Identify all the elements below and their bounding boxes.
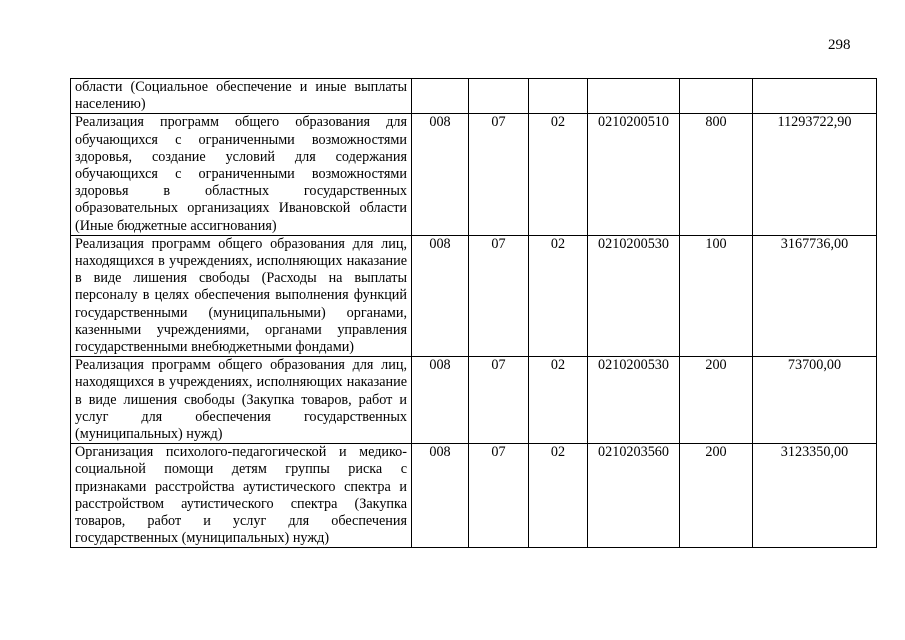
page-number: 298 [828, 37, 851, 53]
row-subsection-code: 02 [529, 114, 588, 235]
table-row [71, 357, 877, 444]
row-subsection-code: 02 [529, 235, 588, 356]
budget-table [70, 78, 877, 548]
row-target-article: 0210200530 [588, 235, 680, 356]
row-subsection-code: 02 [529, 357, 588, 444]
row-expense-type: 100 [680, 235, 753, 356]
row-subsection-code [529, 79, 588, 114]
row-subsection-code: 02 [529, 444, 588, 548]
row-ministry-code: 008 [412, 444, 469, 548]
row-amount: 3167736,00 [753, 235, 877, 356]
row-target-article: 0210203560 [588, 444, 680, 548]
table-row [71, 235, 877, 356]
row-amount: 73700,00 [753, 357, 877, 444]
row-expense-type [680, 79, 753, 114]
row-expense-type: 800 [680, 114, 753, 235]
row-description: Реализация программ общего образования для лиц, находящихся в учреждениях, исполняющих наказание в виде лишения свободы (Закупка товаров, работ и услуг для обеспечения государственных (муниципальных) нужд) [71, 357, 412, 444]
row-section-code: 07 [469, 444, 529, 548]
row-amount: 3123350,00 [753, 444, 877, 548]
table-row [71, 444, 877, 548]
row-description: области (Социальное обеспечение и иные выплаты населению) [71, 79, 412, 114]
row-expense-type: 200 [680, 444, 753, 548]
row-section-code: 07 [469, 357, 529, 444]
row-description: Организация психолого-педагогической и медико-социальной помощи детям группы риска с признаками расстройства аутистического спектра и расстройством аутистического спектра (Закупка товаров, работ и услуг для обеспечения государственных (муниципальных) нужд) [71, 444, 412, 548]
row-description: Реализация программ общего образования для лиц, находящихся в учреждениях, исполняющих наказание в виде лишения свободы (Расходы на выплаты персоналу в целях обеспечения выполнения функций государственными (муниципальными) органами, казенными учреждениями, органами управления государственными внебюджетными фондами) [71, 235, 412, 356]
table-row [71, 79, 877, 114]
table-row [71, 114, 877, 235]
row-section-code: 07 [469, 114, 529, 235]
row-amount: 11293722,90 [753, 114, 877, 235]
row-section-code [469, 79, 529, 114]
row-section-code: 07 [469, 235, 529, 356]
row-target-article: 0210200510 [588, 114, 680, 235]
row-ministry-code [412, 79, 469, 114]
row-ministry-code: 008 [412, 235, 469, 356]
row-amount [753, 79, 877, 114]
row-ministry-code: 008 [412, 114, 469, 235]
row-ministry-code: 008 [412, 357, 469, 444]
row-description: Реализация программ общего образования для обучающихся с ограниченными возможностями здоровья, создание условий для содержания обучающихся с ограниченными возможностями здоровья в областных государственных образовательных организациях Ивановской области (Иные бюджетные ассигнования) [71, 114, 412, 235]
row-target-article: 0210200530 [588, 357, 680, 444]
row-expense-type: 200 [680, 357, 753, 444]
row-target-article [588, 79, 680, 114]
